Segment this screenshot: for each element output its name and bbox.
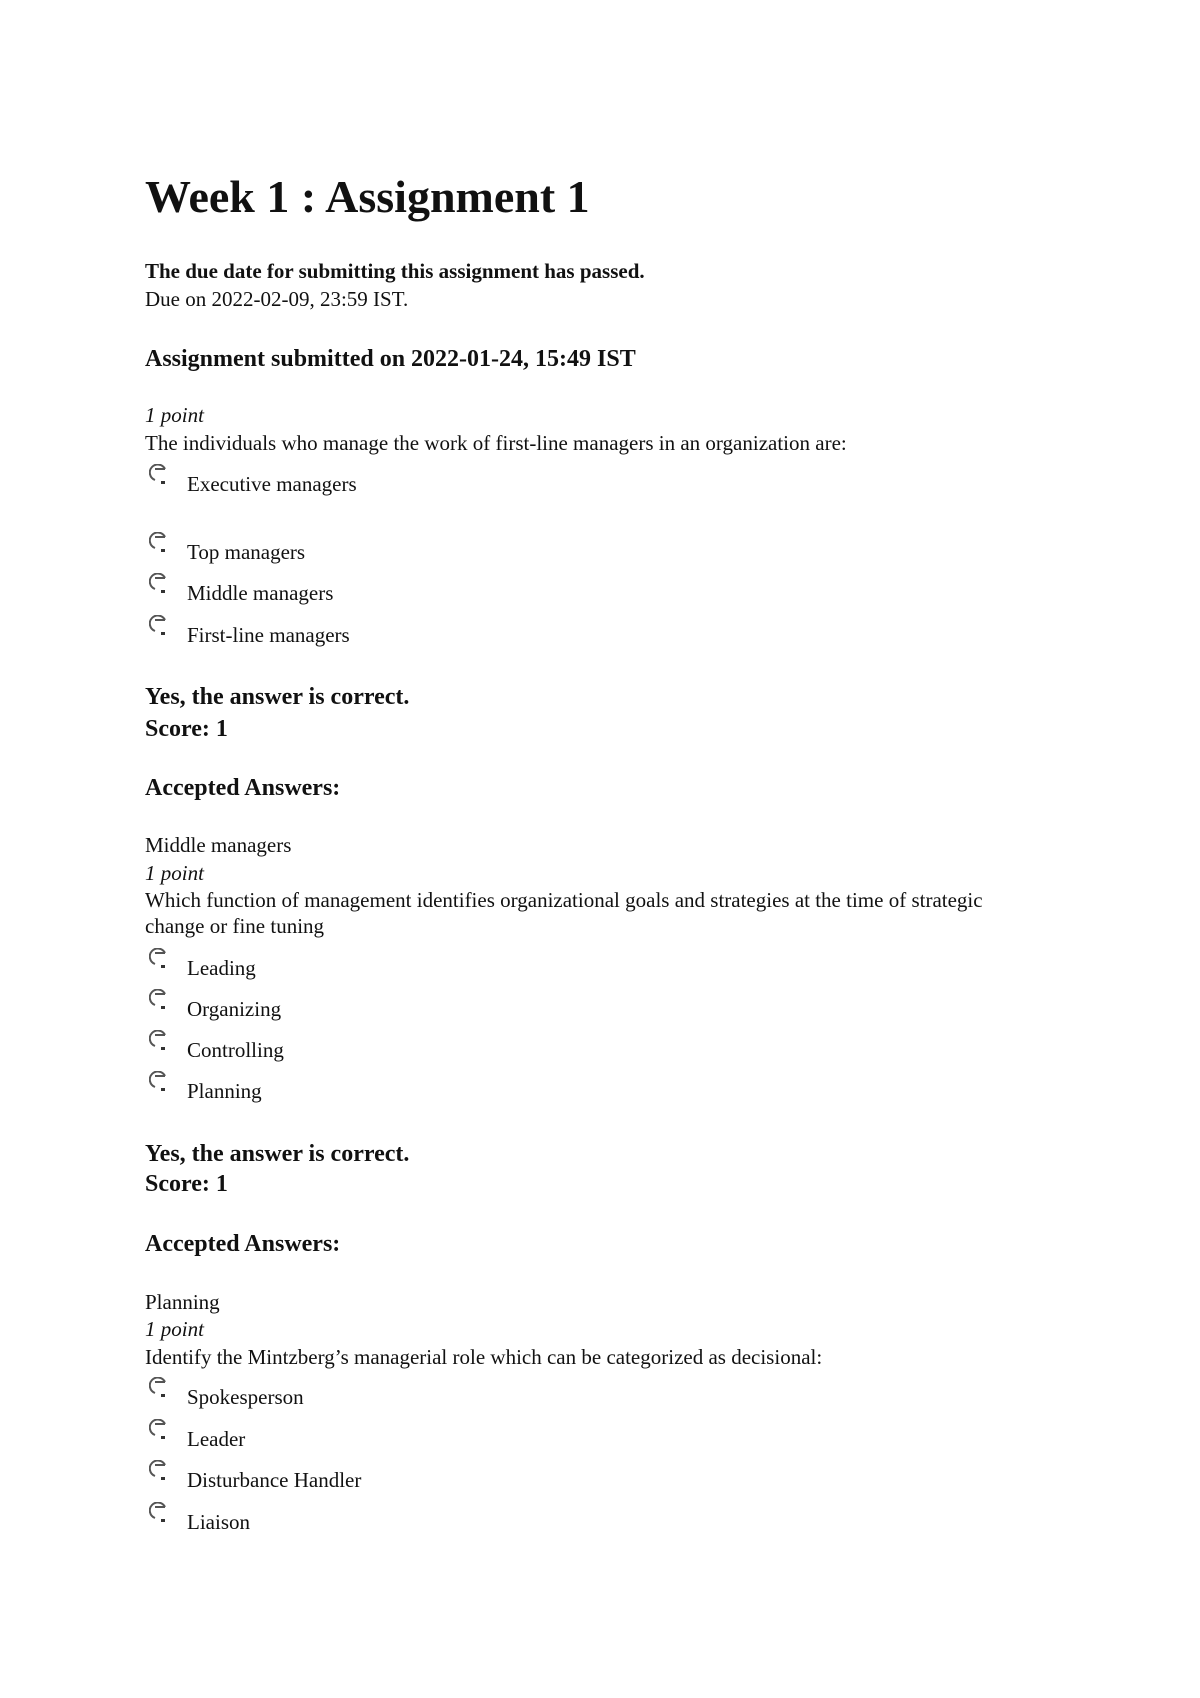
option-label: Controlling	[187, 1038, 284, 1062]
radio-icon[interactable]	[149, 1460, 171, 1482]
radio-icon[interactable]	[149, 532, 171, 554]
page-title: Week 1 : Assignment 1	[145, 171, 590, 222]
radio-icon[interactable]	[149, 464, 171, 486]
question-3-text: Identify the Mintzberg’s managerial role which can be categorized as decisional:	[145, 1345, 823, 1369]
option-label: Planning	[187, 1079, 262, 1103]
radio-icon[interactable]	[149, 948, 171, 970]
option-label: Top managers	[187, 540, 306, 564]
question-2-points: 1 point	[145, 861, 204, 885]
question-1-score: Score: 1	[145, 716, 228, 742]
radio-icon[interactable]	[149, 573, 171, 595]
option-label: Disturbance Handler	[187, 1468, 362, 1492]
question-1-result: Yes, the answer is correct.	[145, 684, 410, 710]
question-1-accepted-label: Accepted Answers:	[145, 775, 341, 801]
question-1-points: 1 point	[145, 403, 204, 427]
option-label: Spokesperson	[187, 1385, 304, 1409]
question-2-result: Yes, the answer is correct.	[145, 1141, 410, 1167]
radio-icon[interactable]	[149, 1377, 171, 1399]
radio-icon[interactable]	[149, 989, 171, 1011]
question-3-points: 1 point	[145, 1317, 204, 1341]
option-label: Leading	[187, 956, 256, 980]
question-2-accepted-answer: Planning	[145, 1290, 220, 1314]
option-label: Executive managers	[187, 472, 357, 496]
option-label: Middle managers	[187, 581, 334, 605]
due-notice: The due date for submitting this assignment has passed.	[145, 259, 645, 283]
radio-icon[interactable]	[149, 1030, 171, 1052]
radio-icon[interactable]	[149, 1071, 171, 1093]
option-label: Liaison	[187, 1510, 250, 1534]
radio-icon[interactable]	[149, 615, 171, 637]
question-1-text: The individuals who manage the work of first-line managers in an organization are:	[145, 431, 847, 455]
option-label: First-line managers	[187, 623, 350, 647]
question-1-accepted-answer: Middle managers	[145, 833, 292, 857]
question-2-score: Score: 1	[145, 1171, 228, 1197]
radio-icon[interactable]	[149, 1419, 171, 1441]
question-2-accepted-label: Accepted Answers:	[145, 1231, 341, 1257]
radio-icon[interactable]	[149, 1502, 171, 1524]
question-2-text: Which function of management identifies organizational goals and strategies at the time of strategic change or fine tuning	[145, 888, 983, 938]
due-date: Due on 2022-02-09, 23:59 IST.	[145, 287, 409, 311]
option-label: Leader	[187, 1427, 246, 1451]
submission-status: Assignment submitted on 2022-01-24, 15:49 IST	[145, 346, 636, 372]
option-label: Organizing	[187, 997, 282, 1021]
